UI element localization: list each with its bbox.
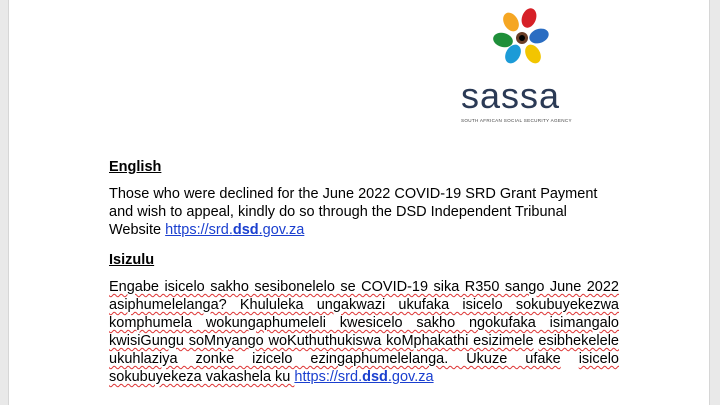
link-bold: dsd [362, 369, 388, 385]
isizulu-line: komphumela wokungaphumeleli kwesicelo sakho ngokufaka isimangalo [109, 315, 619, 331]
isizulu-dsd-link[interactable] [294, 369, 433, 385]
english-dsd-link[interactable] [165, 222, 304, 238]
link-bold: dsd [232, 222, 259, 238]
link-prefix: https://srd. [294, 369, 363, 385]
isizulu-line: esibhekelele ukuhlaziya zonke izicelo ezingaphumelelanga. Ukuze ufake [109, 333, 619, 367]
document-page [8, 0, 710, 405]
link-prefix: https://srd. [165, 222, 233, 238]
link-suffix: .gov.za [387, 369, 434, 385]
english-text: Those who were declined for the June 2022 COVID-19 SRD Grant Payment and wish to appeal, kindly do so through the DSD Independent Tribunal Website [109, 186, 598, 238]
logo-wordmark: sassa [461, 75, 561, 116]
logo-subtitle: SOUTH AFRICAN SOCIAL SECURITY AGENCY [461, 118, 572, 123]
link-suffix: .gov.za [258, 222, 305, 238]
sassa-logo [461, 8, 579, 123]
document-body [109, 158, 619, 398]
isizulu-line: asiphumelelanga? Khululeka ungakwazi ukufaka isicelo sokubuyekezwa [109, 297, 619, 313]
isizulu-line: Engabe isicelo sakho sesibonelelo se COVID-19 sika R350 sango June 2022 [109, 279, 619, 295]
english-heading: English [109, 159, 162, 175]
isizulu-line: kwisiGungu soMnyango woKuthuthukiswa koMphakathi esizimele [109, 333, 534, 349]
hands-icon [491, 8, 553, 68]
english-paragraph [109, 185, 619, 239]
isizulu-line: isicelo sokubuyekeza vakashela ku [109, 351, 619, 385]
isizulu-heading: Isizulu [109, 252, 155, 268]
isizulu-paragraph [109, 278, 619, 386]
